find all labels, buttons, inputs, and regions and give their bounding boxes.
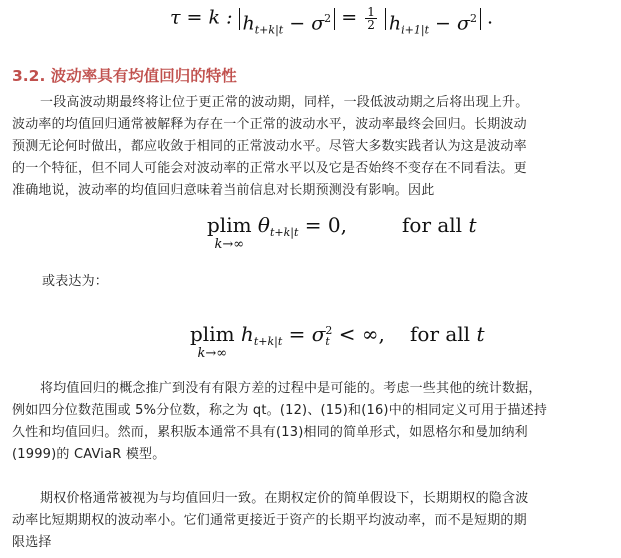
forall-var: t: [476, 322, 485, 346]
eq-tau-abs-2: [385, 8, 481, 36]
plim-label: plim: [190, 322, 235, 346]
eq-tau-sigma1: − σ: [283, 11, 325, 34]
paragraph-1-line: 一段高波动期最终将让位于更正常的波动期，同样，一段低波动期之后将出现上升。: [40, 95, 529, 110]
eq-tau-h1: h: [242, 11, 255, 34]
paragraph-3: [12, 378, 612, 466]
eq-tau-frac-den: 2: [367, 18, 375, 32]
paragraph-4-line: 限选择: [12, 535, 52, 550]
plim-sigma-sup: 2: [325, 323, 333, 337]
plim-h-sub: t+k|t: [253, 335, 283, 348]
eq-tau-equals: =: [341, 6, 364, 29]
paragraph-3-line: 例如四分位数范围或 5%分位数，称之为 qt。(12)、(15)和(16)中的相同定义可用于描述持: [12, 403, 548, 418]
paragraph-4-line: 动率比短期期权的波动率小。它们通常更接近于资产的长期平均波动率，而不是短期的期: [12, 513, 527, 528]
plim-rhs-end: < ∞,: [332, 322, 385, 346]
paragraph-1: [12, 92, 612, 202]
eq-tau-h2: h: [388, 11, 402, 34]
plim-rhs: = 0,: [298, 213, 347, 237]
section-heading: 3.2. 波动率具有均值回归的特性: [12, 67, 237, 85]
equation-plim-theta: [207, 213, 477, 252]
forall-text: for all: [402, 213, 469, 237]
plim-limit: k→∞: [214, 237, 245, 252]
eq-tau-period: .: [487, 6, 494, 29]
paragraph-1-line: 波动率的均值回归通常被解释为存在一个正常的波动水平，波动率最终会回归。长期波动: [12, 117, 527, 132]
eq-tau-h2-sub: i+1|t: [401, 22, 429, 36]
plim-forall: [410, 322, 484, 346]
plim-forall: [402, 213, 476, 237]
eq-tau-sigma2: − σ: [429, 11, 470, 34]
plim-limit: k→∞: [197, 346, 228, 361]
paragraph-1-line: 的一个特征，但不同人可能会对波动率的正常水平以及它是否始终不变存在不同看法。更: [12, 161, 527, 176]
eq-tau-sup1: 2: [324, 11, 332, 25]
equation-tau: [170, 5, 494, 36]
plim-h: h: [240, 322, 254, 346]
plim-sigma: = σ: [282, 322, 326, 346]
forall-var: t: [468, 213, 477, 237]
eq-tau-sup2: 2: [469, 11, 477, 25]
plim-operator: [207, 213, 252, 251]
eq-tau-abs-1: [239, 8, 336, 36]
paragraph-3-line: 久性和均值回归。然而，累积版本通常不具有(13)相同的简单形式，如恩格尔和曼加纳利: [12, 425, 528, 440]
paragraph-1-line: 准确地说，波动率的均值回归意味着当前信息对长期预测没有影响。因此: [12, 183, 435, 198]
paragraph-4-line: 期权价格通常被视为与均值回归一致。在期权定价的简单假设下，长期期权的隐含波: [40, 491, 529, 506]
paragraph-1-line: 预测无论何时做出，都应收敛于相同的正常波动水平。尽管大多数实践者认为这是波动率: [12, 139, 527, 154]
paragraph-3-line: (1999)的 CAViaR 模型。: [12, 447, 166, 462]
forall-text: for all: [410, 322, 477, 346]
eq-tau-h1-sub: t+k|t: [254, 22, 284, 36]
eq-tau-lhs: τ = k :: [170, 6, 233, 29]
paragraph-4: [12, 488, 612, 554]
plim-theta-sub: t+k|t: [269, 226, 299, 239]
eq-tau-fraction: [365, 6, 377, 31]
eq-tau-frac-num: 1: [367, 5, 375, 19]
plim-operator: [190, 322, 235, 360]
equation-plim-h: [190, 322, 485, 361]
paragraph-2: 或表达为：: [42, 274, 109, 289]
plim-label: plim: [207, 213, 252, 237]
plim-theta: θ: [257, 213, 270, 237]
paragraph-3-line: 将均值回归的概念推广到没有有限方差的过程中是可能的。考虑一些其他的统计数据，: [40, 381, 542, 396]
plim-sigma-sub: t: [325, 334, 330, 348]
